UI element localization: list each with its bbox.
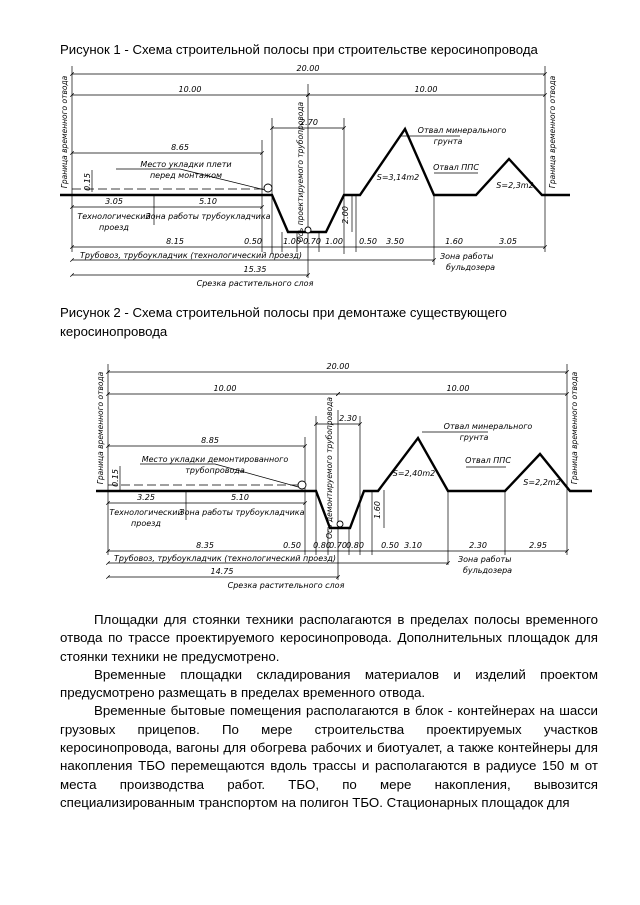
- dim-1535: 15.35: [243, 265, 267, 274]
- label-area-pps: S=2,3m2: [496, 181, 534, 190]
- label-area-pps: S=2,2m2: [523, 478, 561, 487]
- label-pipelayer-zone: Зона работы трубоукладчика: [179, 508, 305, 517]
- label-tech-road-2: проезд: [131, 519, 161, 528]
- dim-070: 0.70: [329, 541, 347, 550]
- figure-1-diagram: [0, 62, 640, 292]
- label-place-1: Место укладки плети: [140, 160, 232, 169]
- dim-865: 8.65: [171, 143, 189, 152]
- dim-510: 5.10: [231, 493, 249, 502]
- label-place-2: трубопровода: [185, 466, 245, 475]
- label-topsoil-cut: Срезка растительного слоя: [196, 279, 314, 288]
- label-dump-mineral-1: Отвал минерального: [443, 422, 533, 431]
- figure-2-diagram: [0, 358, 640, 590]
- label-dump-mineral-2: грунта: [433, 137, 463, 146]
- label-dump-pps: Отвал ППС: [465, 456, 511, 465]
- label-topsoil-cut: Срезка растительного слоя: [227, 581, 345, 590]
- dim-230: 2.30: [469, 541, 487, 550]
- dim-885: 8.85: [201, 436, 219, 445]
- figure-1-caption: Рисунок 1 - Схема строительной полосы при строительстве керосинопровода: [60, 42, 538, 57]
- label-tractor-road: Трубовоз, трубоукладчик (технологический проезд): [80, 251, 303, 260]
- dim-835: 8.35: [196, 541, 214, 550]
- label-bulldozer-1: Зона работы: [440, 252, 494, 261]
- dim-left-half: 10.00: [178, 85, 202, 94]
- dim-trench-top: 2.30: [339, 414, 357, 423]
- dim-100a: 1.00: [283, 237, 301, 246]
- label-border-left: Граница временного отвода: [60, 75, 69, 189]
- label-pipelayer-zone: Зона работы трубоукладчика: [145, 212, 271, 221]
- label-bulldozer-1: Зона работы: [458, 555, 512, 564]
- dim-325: 3.25: [137, 493, 155, 502]
- dim-310: 3.10: [404, 541, 422, 550]
- label-area-mineral: S=3,14m2: [376, 173, 420, 182]
- label-place-1: Место укладки демонтированного: [141, 455, 289, 464]
- dim-050a: 0.50: [244, 237, 262, 246]
- label-area-mineral: S=2,40m2: [392, 469, 436, 478]
- label-tech-road-1: Технологический: [77, 212, 151, 221]
- label-tech-road-1: Технологический: [109, 508, 183, 517]
- label-bulldozer-2: бульдозера: [463, 566, 513, 575]
- dim-total: 20.00: [326, 362, 350, 371]
- label-border-right: Граница временного отвода: [570, 371, 579, 485]
- label-border-left: Граница временного отвода: [96, 371, 105, 485]
- label-axis: Ось проектируемого трубопровода: [296, 101, 305, 243]
- dim-050a: 0.50: [283, 541, 301, 550]
- dim-right-half: 10.00: [446, 384, 470, 393]
- dim-050b: 0.50: [359, 237, 377, 246]
- dim-1475: 14.75: [210, 567, 234, 576]
- body-text: [60, 611, 598, 812]
- dim-015: 0.15: [83, 173, 92, 191]
- dim-050b: 0.50: [381, 541, 399, 550]
- dim-200: 2.00: [341, 206, 350, 224]
- label-place-2: перед монтажом: [149, 171, 223, 180]
- dim-100b: 1.00: [325, 237, 343, 246]
- label-axis: Ось демонтируемого трубопровода: [325, 397, 334, 539]
- label-border-right: Граница временного отвода: [548, 75, 557, 189]
- dim-right-half: 10.00: [414, 85, 438, 94]
- paragraph-2: Временные площадки складирования материалов и изделий проектом предусмотрено размещать в пределах временного отвода.: [60, 666, 598, 701]
- dim-080b: 0.80: [346, 541, 364, 550]
- label-tech-road-2: проезд: [99, 223, 129, 232]
- paragraph-3: Временные бытовые помещения располагаются в блок - контейнерах на шасси грузовых прицепов. По мере строительства проектируемых участков керосинопровода, вагоны для обогрева рабочих и биотуалет, а также контейнеры для накопления ТБО перемещаются вдоль трассы и располагаются в радиусе 150 м от места производства работ. ТБО, по мере накопления, вывозится специализированным транспортом на полигон ТБО. Стационарных площадок для: [60, 703, 598, 810]
- dim-305b: 3.05: [499, 237, 517, 246]
- dim-080a: 0.80: [313, 541, 331, 550]
- dim-815: 8.15: [166, 237, 184, 246]
- label-dump-pps: Отвал ППС: [433, 163, 479, 172]
- dim-160: 1.60: [373, 501, 382, 519]
- label-dump-mineral-1: Отвал минерального: [417, 126, 507, 135]
- paragraph-1: Площадки для стоянки техники располагаются в пределах полосы временного отвода по трассе проектируемого керосинопровода. Дополнительных площадок для стоянки техники не предусмотрено.: [60, 612, 598, 664]
- dim-trench-top: 2.70: [300, 118, 318, 127]
- dim-160: 1.60: [445, 237, 463, 246]
- dim-070: 0.70: [303, 237, 321, 246]
- dim-295: 2.95: [529, 541, 547, 550]
- dim-510: 5.10: [199, 197, 217, 206]
- label-dump-mineral-2: грунта: [459, 433, 489, 442]
- dim-left-half: 10.00: [213, 384, 237, 393]
- label-bulldozer-2: бульдозера: [446, 263, 496, 272]
- dim-350: 3.50: [386, 237, 404, 246]
- dim-total: 20.00: [296, 64, 320, 73]
- label-tractor-road: Трубовоз, трубоукладчик (технологический проезд): [114, 554, 337, 563]
- figure-2-caption: Рисунок 2 - Схема строительной полосы при демонтаже существующего керосинопровода: [60, 305, 507, 339]
- dim-305: 3.05: [105, 197, 123, 206]
- dim-015: 0.15: [111, 469, 120, 487]
